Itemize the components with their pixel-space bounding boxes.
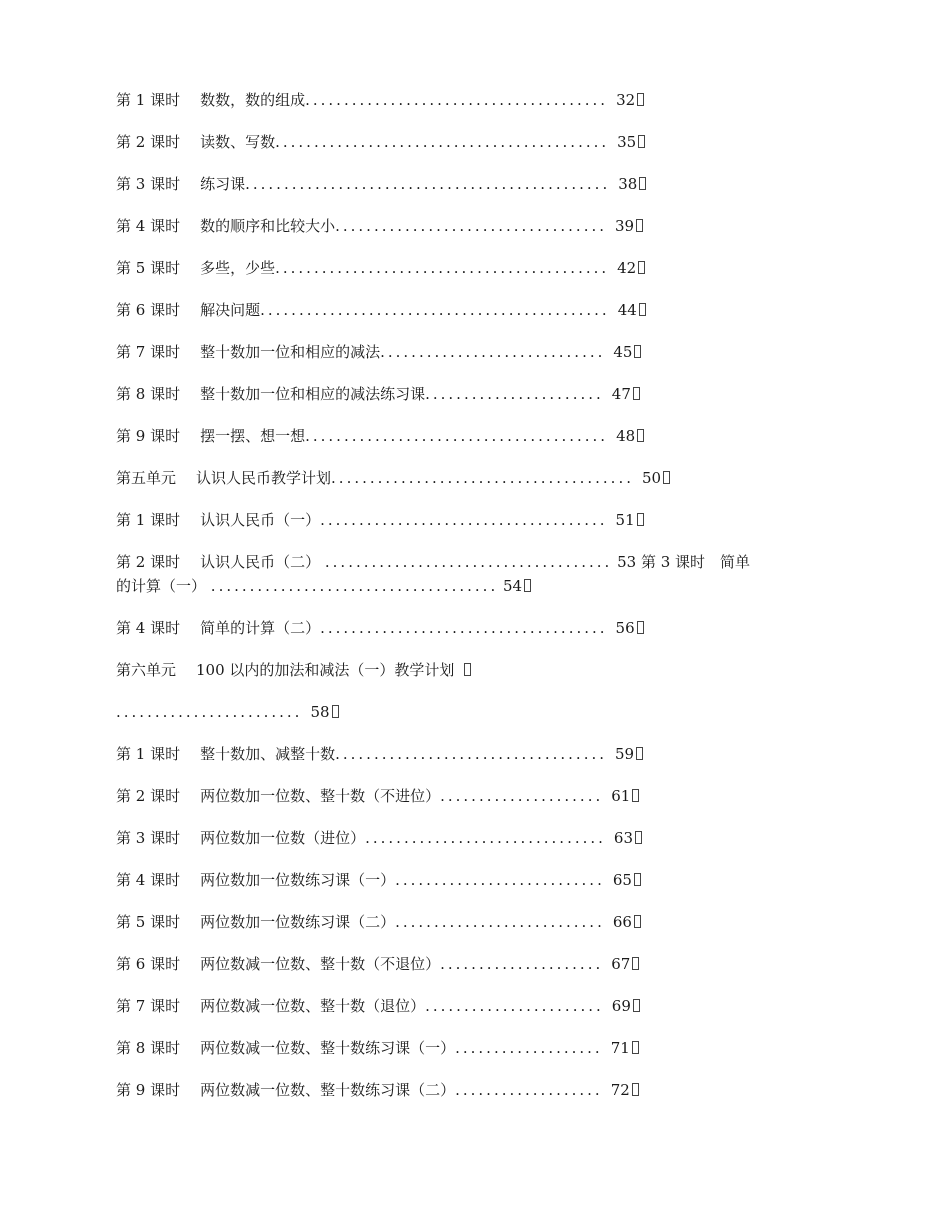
toc-entry-leader: .....................................	[210, 577, 499, 595]
toc-entry-label: 第五单元	[116, 469, 177, 487]
missing-glyph-icon	[632, 789, 639, 802]
toc-entry[interactable]	[116, 256, 836, 298]
toc-entry-title: 认识人民币（一）	[200, 511, 321, 529]
toc-entry-leader: .......................................	[305, 91, 609, 109]
toc-entry-title-continued: 的计算（一）	[116, 577, 207, 595]
toc-entry-title: 整十数加一位和相应的减法练习课	[200, 385, 426, 403]
toc-entry-label: 第 6 课时	[116, 301, 181, 319]
toc-entry[interactable]	[116, 616, 836, 658]
toc-entry-leader: ...........................	[395, 871, 605, 889]
toc-entry-leader: .............................	[380, 343, 606, 361]
toc-entry[interactable]	[116, 340, 836, 382]
toc-entry-label: 第 2 课时	[116, 787, 181, 805]
toc-entry-wrapped[interactable]	[116, 550, 836, 616]
toc-entry-page: 39	[607, 214, 643, 238]
toc-entry-leader: .....................................	[320, 619, 608, 637]
toc-entry[interactable]	[116, 508, 836, 550]
missing-glyph-icon	[633, 387, 640, 400]
toc-entry[interactable]	[116, 1078, 836, 1120]
toc-entry-label: 第 9 课时	[116, 427, 181, 445]
toc-entry[interactable]	[116, 298, 836, 340]
toc-entry-title: 认识人民币教学计划	[196, 469, 332, 487]
toc-entry-title: 两位数加一位数、整十数（不进位）	[200, 787, 441, 805]
toc-entry-title: 练习课	[200, 175, 246, 193]
toc-entry-page: 35	[609, 130, 645, 154]
toc-entry-label: 第 1 课时	[116, 511, 181, 529]
toc-entry-leader: .....................	[440, 955, 604, 973]
toc-entry-title: 简单的计算（二）	[200, 619, 321, 637]
toc-entry-leader: ...........................................	[275, 133, 610, 151]
toc-entry[interactable]	[116, 214, 836, 256]
toc-entry-page: 71	[603, 1036, 639, 1060]
toc-entry[interactable]	[116, 172, 836, 214]
toc-entry[interactable]	[116, 910, 836, 952]
toc-entry-label: 第 8 课时	[116, 385, 181, 403]
toc-entry[interactable]	[116, 868, 836, 910]
toc-entry-title: 数的顺序和比较大小	[200, 217, 336, 235]
toc-entry-page: 44	[610, 298, 646, 322]
toc-entry-page: 65	[605, 868, 641, 892]
toc-entry-title: 两位数加一位数练习课（一）	[200, 871, 396, 889]
missing-glyph-icon	[634, 915, 641, 928]
toc-entry-page: 69	[604, 994, 640, 1018]
missing-glyph-icon	[639, 303, 646, 316]
toc-entry-leader: .............................................	[260, 301, 610, 319]
toc-entry-page: 42	[609, 256, 645, 280]
toc-entry-leader: ...................	[455, 1081, 603, 1099]
toc-entry-title: 两位数减一位数、整十数练习课（二）	[200, 1081, 456, 1099]
toc-entry-leader: .......................	[425, 385, 604, 403]
toc-entry-page: 67	[603, 952, 639, 976]
missing-glyph-icon	[332, 705, 339, 718]
toc-entry-page: 51	[608, 508, 644, 532]
toc-entry-title: 两位数减一位数、整十数（退位）	[200, 997, 426, 1015]
toc-entry-title: 整十数加一位和相应的减法	[200, 343, 381, 361]
missing-glyph-icon	[634, 873, 641, 886]
toc-entry[interactable]	[116, 88, 836, 130]
toc-entry-leader: ...........................................	[275, 259, 610, 277]
toc-entry-leader: .....................	[440, 787, 604, 805]
toc-entry-title: 数数，数的组成	[200, 91, 306, 109]
toc-entry-page: 66	[605, 910, 641, 934]
toc-entry-page: 53 第 3 课时 简单	[617, 553, 751, 571]
toc-entry[interactable]	[116, 130, 836, 172]
table-of-contents	[116, 88, 836, 1120]
missing-glyph-icon	[634, 345, 641, 358]
toc-title-trailing	[454, 658, 471, 682]
missing-glyph-icon	[637, 93, 644, 106]
toc-entry-label: 第 7 课时	[116, 343, 181, 361]
missing-glyph-icon	[632, 957, 639, 970]
toc-entry-title: 两位数减一位数、整十数（不退位）	[200, 955, 441, 973]
toc-entry-label: 第 4 课时	[116, 871, 181, 889]
toc-unit-entry[interactable]	[116, 658, 836, 700]
toc-entry-label: 第 8 课时	[116, 1039, 181, 1057]
toc-entry-title: 100 以内的加法和减法（一）教学计划	[196, 661, 455, 679]
toc-entry-leader: ...................................	[335, 217, 607, 235]
missing-glyph-icon	[632, 1083, 639, 1096]
toc-entry-label: 第 6 课时	[116, 955, 181, 973]
toc-entry-title: 多些，少些	[200, 259, 276, 277]
toc-entry-leader: .....................................	[324, 553, 613, 571]
toc-entry-leader: .......................................	[331, 469, 634, 487]
toc-entry-page: 48	[608, 424, 644, 448]
toc-entry-page: 38	[610, 172, 646, 196]
toc-entry-title: 解决问题	[200, 301, 261, 319]
missing-glyph-icon	[636, 747, 643, 760]
toc-entry-page: 59	[607, 742, 643, 766]
toc-entry-leader: ...........................	[395, 913, 605, 931]
toc-entry-page: 45	[605, 340, 641, 364]
toc-entry-title: 两位数减一位数、整十数练习课（一）	[200, 1039, 456, 1057]
toc-wrapped-line-2	[116, 574, 836, 598]
toc-entry-label: 第 4 课时	[116, 619, 181, 637]
toc-entry-label: 第六单元	[116, 661, 177, 679]
toc-entry-title: 读数、写数	[200, 133, 276, 151]
missing-glyph-icon	[638, 135, 645, 148]
toc-entry-leader: ...................................	[335, 745, 607, 763]
missing-glyph-icon	[638, 261, 645, 274]
toc-entry-leader: .....................................	[320, 511, 608, 529]
missing-glyph-icon	[639, 177, 646, 190]
toc-entry-leader: .......................................	[305, 427, 609, 445]
toc-entry-leader: .......................	[425, 997, 604, 1015]
toc-entry-leader: ...................	[455, 1039, 603, 1057]
toc-entry[interactable]	[116, 826, 836, 868]
toc-entry-page: 72	[603, 1078, 639, 1102]
toc-entry-label: 第 2 课时	[116, 553, 181, 571]
toc-entry[interactable]	[116, 994, 836, 1036]
missing-glyph-icon	[636, 219, 643, 232]
toc-entry[interactable]	[116, 952, 836, 994]
missing-glyph-icon	[464, 663, 471, 676]
toc-entry-page: 58	[302, 700, 338, 724]
toc-entry-page: 32	[608, 88, 644, 112]
toc-entry-label: 第 3 课时	[116, 175, 181, 193]
toc-entry[interactable]	[116, 784, 836, 826]
missing-glyph-icon	[632, 1041, 639, 1054]
missing-glyph-icon	[637, 429, 644, 442]
toc-entry-label: 第 4 课时	[116, 217, 181, 235]
toc-entry-label: 第 1 课时	[116, 91, 181, 109]
toc-entry-page: 54	[503, 577, 531, 595]
toc-unit-entry[interactable]	[116, 466, 836, 508]
toc-entry-label: 第 7 课时	[116, 997, 181, 1015]
missing-glyph-icon	[633, 999, 640, 1012]
missing-glyph-icon	[635, 831, 642, 844]
toc-entry-page: 63	[606, 826, 642, 850]
toc-entry[interactable]	[116, 1036, 836, 1078]
toc-entry-leader: ........................	[116, 703, 303, 721]
toc-entry-label: 第 3 课时	[116, 829, 181, 847]
toc-unit-entry-continued[interactable]	[116, 700, 836, 742]
toc-entry[interactable]	[116, 742, 836, 784]
toc-entry-page: 47	[604, 382, 640, 406]
toc-entry-page: 50	[634, 466, 670, 490]
toc-entry-title: 两位数加一位数练习课（二）	[200, 913, 396, 931]
toc-entry-leader: ...............................................	[245, 175, 611, 193]
toc-entry-label: 第 9 课时	[116, 1081, 181, 1099]
toc-entry-leader: ...............................	[365, 829, 606, 847]
toc-entry-title: 整十数加、减整十数	[200, 745, 336, 763]
missing-glyph-icon	[524, 579, 531, 592]
toc-entry[interactable]	[116, 424, 836, 466]
toc-entry-label: 第 2 课时	[116, 133, 181, 151]
toc-entry-page: 56	[608, 616, 644, 640]
toc-entry-label: 第 1 课时	[116, 745, 181, 763]
missing-glyph-icon	[637, 621, 644, 634]
toc-entry-title: 两位数加一位数（进位）	[200, 829, 366, 847]
toc-entry-label: 第 5 课时	[116, 913, 181, 931]
toc-entry-title: 摆一摆、想一想	[200, 427, 306, 445]
toc-entry[interactable]	[116, 382, 836, 424]
toc-wrapped-line-1	[116, 550, 836, 574]
missing-glyph-icon	[637, 513, 644, 526]
missing-glyph-icon	[663, 471, 670, 484]
toc-entry-label: 第 5 课时	[116, 259, 181, 277]
toc-entry-page: 61	[603, 784, 639, 808]
toc-entry-title: 认识人民币（二）	[200, 553, 321, 571]
